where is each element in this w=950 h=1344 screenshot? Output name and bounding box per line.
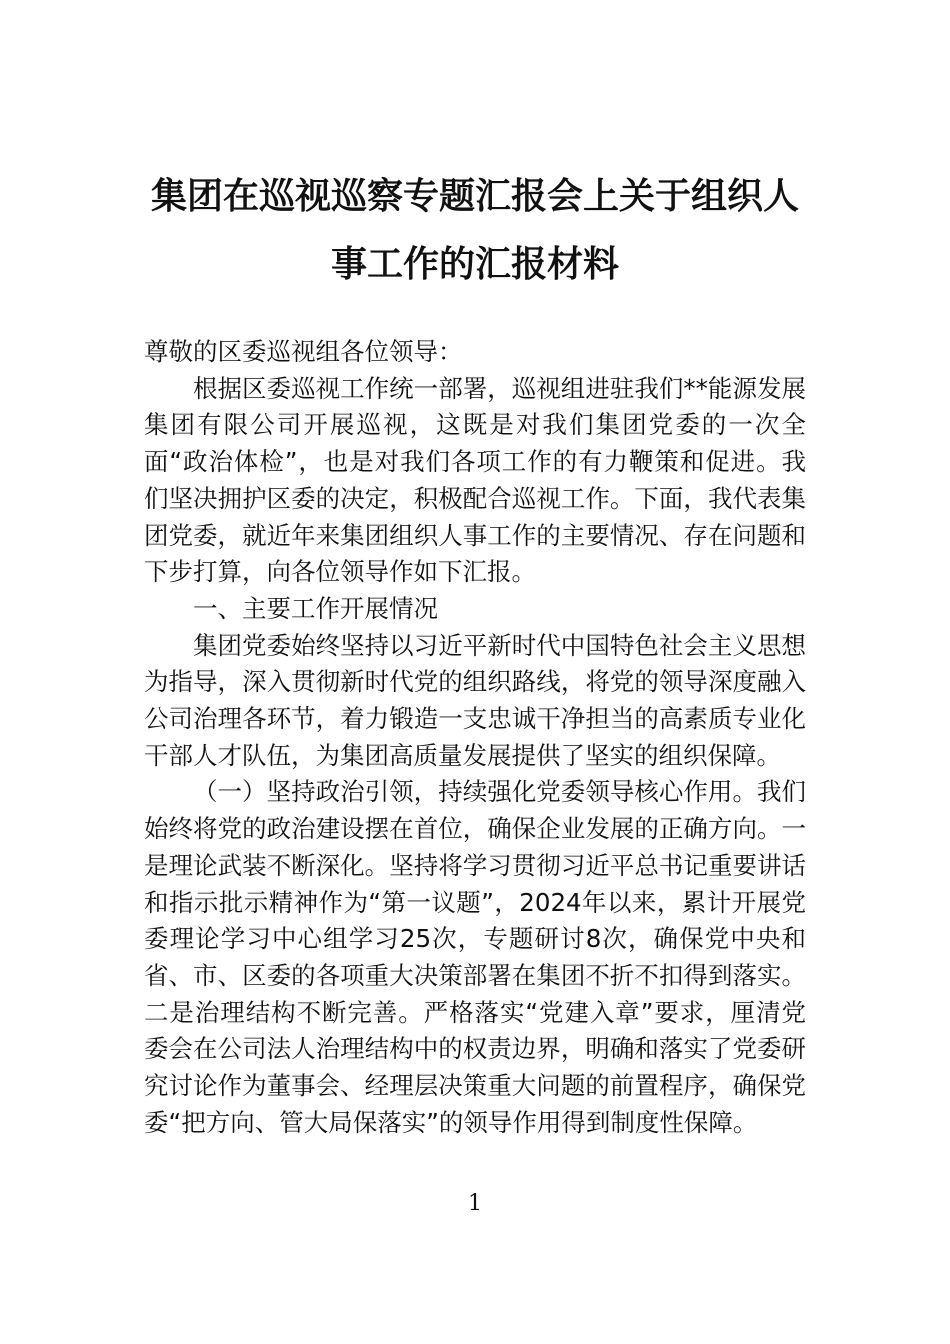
paragraph-political-leadership: （一）坚持政治引领，持续强化党委领导核心作用。我们始终将党的政治建设摆在首位，确保企业发展的正确方向。一是理论武装不断深化。坚持将学习贯彻习近平总书记重要讲话和指示批示精神作为“第一议题”，2024年以来，累计开展党委理论学习中心组学习25次，专题研讨8次，确保党中央和省、市、区委的各项重大决策部署在集团不折不扣得到落实。二是治理结构不断完善。严格落实“党建入章”要求，厘清党委会在公司法人治理结构中的权责边界，明确和落实了党委研究讨论作为董事会、经理层决策重大问题的前置程序，确保党委“把方向、管大局保落实”的领导作用得到制度性保障。 [144,777,806,1137]
document-body [144,334,806,1141]
page-number: 1 [468,1191,482,1216]
salutation: 尊敬的区委巡视组各位领导： [144,337,463,366]
document-title-line-2: 事工作的汇报材料 [330,244,619,285]
document-title-line-1: 集团在巡视巡察专题汇报会上关于组织人 [150,176,799,217]
paragraph-introduction: 根据区委巡视工作统一部署，巡视组进驻我们**能源发展集团有限公司开展巡视，这既是对我们集团党委的一次全面“政治体检”，也是对我们各项工作的有力鞭策和促进。我们坚决拥护区委的决定，积极配合巡视工作。下面，我代表集团党委，就近年来集团组织人事工作的主要情况、存在问题和下步打算，向各位领导作如下汇报。 [144,373,806,587]
paragraph-overview: 集团党委始终坚持以习近平新时代中国特色社会主义思想为指导，深入贯彻新时代党的组织路线，将党的领导深度融入公司治理各环节，着力锻造一支忠诚干净担当的高素质专业化干部人才队伍，为集团高质量发展提供了坚实的组织保障。 [144,630,806,770]
section-heading: 一、主要工作开展情况 [193,593,438,623]
